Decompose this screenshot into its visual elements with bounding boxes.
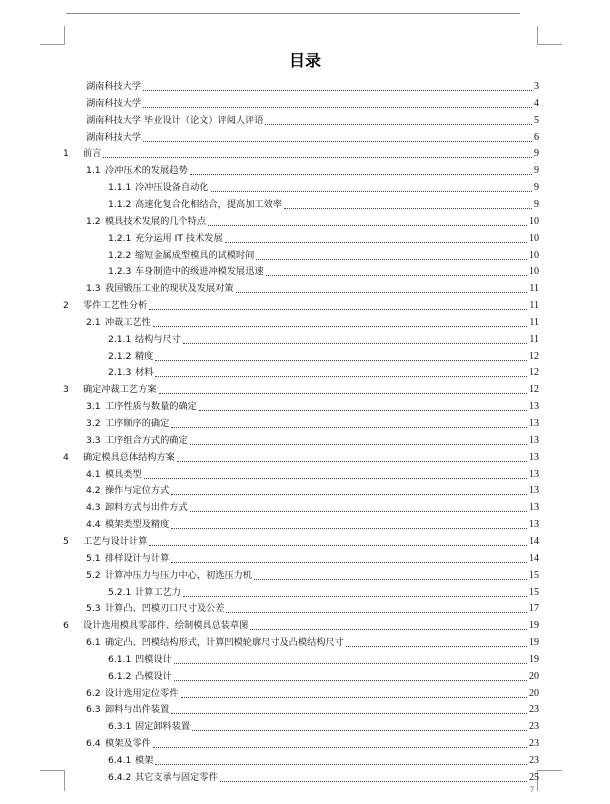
toc-entry-number: 2.1.3 (108, 367, 132, 379)
toc-leader-dots (192, 730, 527, 731)
toc-leader-dots (171, 528, 527, 529)
toc-entry[interactable] (86, 701, 539, 716)
toc-entry-number: 4.3 (86, 502, 101, 514)
toc-entry-page: 20 (529, 670, 539, 682)
toc-leader-dots (149, 545, 527, 546)
toc-entry[interactable] (86, 398, 539, 413)
toc-leader-dots (183, 596, 527, 597)
toc-entry-number: 6.2 (86, 687, 101, 699)
toc-entry[interactable] (108, 230, 539, 245)
toc-entry-number: 1.3 (86, 283, 101, 295)
toc-leader-dots (266, 275, 527, 276)
toc-entry-number: 6 (63, 620, 69, 632)
toc-entry-number: 1.2 (86, 215, 101, 227)
toc-leader-dots (181, 697, 528, 698)
toc-entry[interactable] (63, 449, 539, 464)
toc-entry-number: 5.2 (86, 569, 101, 581)
toc-leader-dots (159, 393, 528, 394)
toc-leader-dots (149, 309, 527, 310)
toc-entry-text: 前言 (83, 148, 102, 160)
toc-entry-number: 4.1 (86, 468, 101, 480)
toc-entry-text: 工艺与设计计算 (83, 535, 148, 547)
toc-leader-dots (174, 663, 527, 664)
toc-entry-text: 模具类型 (105, 468, 142, 480)
toc-leader-dots (236, 292, 528, 293)
toc-entry-page: 23 (529, 704, 539, 716)
toc-entry[interactable] (108, 769, 539, 784)
toc-entry-page: 25 (529, 771, 539, 783)
toc-entry-number: 2.1 (86, 316, 101, 328)
toc-leader-dots (153, 747, 527, 748)
toc-entry-text: 湖南科技大学 (86, 97, 142, 109)
toc-entry-text: 工序组合方式的确定 (105, 434, 188, 446)
toc-entry-page: 15 (529, 569, 539, 581)
toc-title: 目录 (288, 51, 321, 70)
toc-entry-page: 19 (529, 620, 539, 632)
toc-leader-dots (153, 326, 527, 327)
toc-entry[interactable] (86, 516, 539, 531)
toc-entry-page: 9 (534, 198, 539, 210)
crop-mark-top-right (537, 26, 562, 45)
toc-entry-number: 6.4.1 (108, 755, 132, 766)
toc-entry-number: 3.2 (86, 418, 101, 429)
toc-entry-text: 充分运用 IT 技术发展 (135, 232, 223, 244)
toc-entry-page: 6 (534, 131, 539, 143)
toc-entry-text: 湖南科技大学 毕业设计（论文）评阅人评语 (86, 114, 264, 126)
toc-entry[interactable] (63, 617, 539, 632)
toc-entry[interactable] (108, 752, 539, 767)
toc-entry[interactable] (63, 533, 539, 548)
toc-entry-page: 11 (529, 333, 539, 345)
toc-entry[interactable] (86, 314, 539, 329)
toc-entry-text: 湖南科技大学 (86, 131, 142, 143)
toc-entry[interactable] (86, 600, 539, 615)
toc-leader-dots (144, 478, 527, 479)
toc-entry[interactable] (86, 685, 539, 700)
toc-entry-page: 12 (529, 350, 539, 362)
toc-leader-dots (211, 191, 533, 192)
toc-entry[interactable] (86, 162, 539, 177)
toc-entry-text: 结构与尺寸 (135, 333, 181, 345)
toc-entry[interactable] (108, 348, 539, 363)
toc-leader-dots (171, 494, 527, 495)
toc-entry[interactable] (108, 196, 539, 211)
toc-entry-number: 6.1 (86, 637, 101, 649)
toc-entry[interactable] (86, 550, 539, 565)
toc-leader-dots (250, 629, 527, 630)
crop-mark-top-left (40, 26, 65, 45)
toc-entry-text: 排样设计与计算 (105, 552, 170, 564)
toc-entry-page: 13 (529, 502, 539, 514)
toc-entry[interactable] (86, 567, 539, 582)
header-rule (66, 13, 520, 14)
toc-entry-number: 1.1 (86, 165, 101, 177)
toc-entry-number: 3.3 (86, 434, 101, 446)
toc-entry-page: 11 (529, 316, 539, 328)
toc-entry[interactable] (108, 331, 539, 346)
toc-leader-dots (174, 680, 527, 681)
toc-entry-number: 6.4.2 (108, 771, 132, 783)
toc-leader-dots (143, 141, 532, 142)
toc-entry[interactable] (108, 247, 539, 262)
toc-entry-page: 5 (534, 114, 539, 126)
toc-entry[interactable] (86, 634, 539, 649)
toc-entry-text: 零件工艺性分析 (83, 300, 148, 312)
toc-leader-dots (143, 90, 532, 91)
toc-leader-dots (155, 360, 527, 361)
toc-entry-number: 1.2.1 (108, 232, 132, 244)
toc-entry-text: 操作与定位方式 (105, 485, 170, 497)
toc-entry-number: 2.1.1 (108, 333, 132, 345)
toc-entry-text: 我国锻压工业的现状及发展对策 (105, 283, 234, 295)
toc-entry-number: 5 (63, 535, 69, 547)
toc-entry-page: 23 (529, 738, 539, 750)
toc-leader-dots (177, 461, 527, 462)
toc-entry[interactable] (108, 364, 539, 379)
toc-entry[interactable] (108, 668, 539, 683)
toc-entry-page: 9 (534, 148, 539, 160)
toc-entry-text: 其它支承与固定零件 (135, 771, 218, 783)
toc-entry[interactable] (86, 432, 539, 447)
toc-entry[interactable] (86, 415, 539, 430)
toc-entry-number: 1.2.2 (108, 249, 132, 261)
toc-entry-page: 17 (529, 603, 539, 615)
toc-leader-dots (190, 444, 527, 445)
toc-entry-page: 11 (529, 300, 539, 312)
toc-entry[interactable] (86, 482, 539, 497)
toc-entry-page: 9 (534, 165, 539, 177)
toc-entry-number: 1.1.2 (108, 198, 132, 210)
toc-entry[interactable] (86, 112, 539, 127)
toc-entry[interactable] (86, 213, 539, 228)
toc-entry-page: 13 (529, 519, 539, 531)
toc-entry-page: 13 (529, 434, 539, 446)
toc-entry-number: 1 (63, 148, 69, 160)
toc-entry-page: 14 (529, 535, 539, 547)
toc-entry-number: 3.1 (86, 401, 101, 413)
toc-entry-page: 10 (529, 249, 539, 261)
toc-entry-text: 冷冲压术的发展趋势 (105, 165, 188, 177)
toc-entry[interactable] (108, 179, 539, 194)
toc-leader-dots (155, 376, 527, 377)
toc-entry-number: 2.1.2 (108, 350, 132, 362)
toc-entry-number: 6.3.1 (108, 721, 132, 733)
toc-leader-dots (155, 764, 527, 765)
toc-entry[interactable] (63, 381, 539, 396)
toc-entry-number: 4 (63, 451, 69, 463)
toc-leader-dots (171, 562, 527, 563)
toc-leader-dots (171, 713, 527, 714)
toc-entry-text: 工序顺序的确定 (105, 418, 170, 429)
toc-entry-text: 高速化复合化相结合，提高加工效率 (135, 198, 282, 210)
toc-leader-dots (254, 579, 527, 580)
toc-entry-number: 6.1.2 (108, 670, 132, 682)
toc-entry-page: 19 (529, 653, 539, 665)
toc-entry-page: 12 (529, 367, 539, 379)
toc-entry[interactable] (86, 499, 539, 514)
toc-entry-text: 湖南科技大学 (86, 81, 142, 92)
toc-entry-text: 设计选用定位零件 (105, 687, 179, 699)
toc-entry-page: 13 (529, 418, 539, 429)
toc-entry-page: 3 (534, 81, 539, 92)
toc-entry-page: 13 (529, 468, 539, 480)
toc-leader-dots (256, 259, 527, 260)
toc-leader-dots (225, 242, 527, 243)
toc-entry[interactable] (86, 95, 539, 110)
toc-entry-number: 6.1.1 (108, 653, 132, 665)
toc-entry-number: 5.1 (86, 552, 101, 564)
toc-leader-dots (220, 781, 527, 782)
toc-entry-number: 4.2 (86, 485, 101, 497)
toc-leader-dots (284, 208, 532, 209)
toc-entry-text: 计算冲压力与压力中心，初选压力机 (105, 569, 252, 581)
toc-entry-number: 6.4 (86, 738, 101, 750)
toc-entry-text: 固定卸料装置 (135, 721, 191, 733)
page-number: 7 (530, 785, 534, 794)
toc-entry-text: 卸料方式与出件方式 (105, 502, 188, 514)
toc-leader-dots (190, 174, 532, 175)
crop-mark-bottom-left (40, 770, 65, 791)
toc-leader-dots (190, 511, 527, 512)
toc-entry-text: 凸模设计 (135, 670, 172, 682)
toc-entry-page: 19 (529, 637, 539, 649)
toc-entry-number: 4.4 (86, 519, 101, 531)
toc-entry-text: 设计选用模具零部件、绘制模具总装草图 (83, 620, 249, 632)
toc-entry-page: 11 (529, 283, 539, 295)
toc-entry[interactable] (108, 263, 539, 278)
toc-entry-page: 20 (529, 687, 539, 699)
toc-entry-text: 确定凸、凹模结构形式，计算凹模轮廓尺寸及凸模结构尺寸 (105, 637, 344, 649)
toc-entry-text: 工序性质与数量的确定 (105, 401, 197, 413)
toc-entry-text: 计算凸、凹模刃口尺寸及公差 (105, 603, 225, 615)
toc-leader-dots (171, 427, 527, 428)
toc-entry[interactable] (108, 651, 539, 666)
toc-entry-number: 2 (63, 300, 69, 312)
toc-leader-dots (103, 157, 532, 158)
toc-entry-page: 14 (529, 552, 539, 564)
toc-entry-text: 车身制造中的级进冲模发展迅速 (135, 266, 264, 278)
toc-entry[interactable] (86, 280, 539, 295)
toc-entry-text: 确定模具总体结构方案 (83, 451, 175, 463)
toc-entry-page: 23 (529, 755, 539, 766)
toc-entry-text: 计算工艺力 (135, 586, 181, 598)
toc-leader-dots (226, 612, 527, 613)
toc-leader-dots (143, 107, 532, 108)
toc-entry-number: 1.1.1 (108, 182, 132, 194)
toc-entry-text: 缩短金属成型模具的试模时间 (135, 249, 255, 261)
toc-entry-page: 10 (529, 232, 539, 244)
toc-entry-text: 模具技术发展的几个特点 (105, 215, 207, 227)
toc-leader-dots (346, 646, 527, 647)
toc-entry[interactable] (108, 584, 539, 599)
toc-entry-number: 5.2.1 (108, 586, 132, 598)
toc-entry-page: 13 (529, 485, 539, 497)
toc-entry[interactable] (63, 297, 539, 312)
toc-entry-text: 确定冲裁工艺方案 (83, 384, 157, 396)
toc-entry-number: 5.3 (86, 603, 101, 615)
toc-entry-page: 4 (534, 97, 539, 109)
toc-entry[interactable] (108, 718, 539, 733)
toc-entry-text: 材料 (135, 367, 154, 379)
toc-entry-page: 13 (529, 401, 539, 413)
toc-entry-text: 模架及零件 (105, 738, 151, 750)
toc-entry-page: 13 (529, 451, 539, 463)
toc-leader-dots (183, 343, 527, 344)
toc-leader-dots (199, 410, 527, 411)
toc-entry-text: 模架类型及精度 (105, 519, 170, 531)
toc-leader-dots (265, 124, 532, 125)
toc-entry-page: 15 (529, 586, 539, 598)
toc-entry[interactable] (86, 735, 539, 750)
toc-entry[interactable] (86, 78, 539, 93)
crop-mark-bottom-right (537, 770, 562, 791)
toc-entry[interactable] (63, 145, 539, 160)
toc-entry-number: 3 (63, 384, 69, 396)
toc-entry-page: 9 (534, 182, 539, 194)
toc-entry-text: 模架 (135, 755, 154, 766)
toc-entry[interactable] (86, 129, 539, 144)
toc-entry[interactable] (86, 466, 539, 481)
toc-entry-page: 23 (529, 721, 539, 733)
toc-entry-number: 6.3 (86, 704, 101, 716)
toc-entry-text: 凹模设计 (135, 653, 172, 665)
toc-entry-page: 10 (529, 215, 539, 227)
toc-entry-page: 10 (529, 266, 539, 278)
toc-entry-page: 12 (529, 384, 539, 396)
toc-leader-dots (208, 225, 527, 226)
toc-entry-text: 精度 (135, 350, 154, 362)
toc-entry-text: 冷冲压设备自动化 (135, 182, 209, 194)
toc-entry-text: 冲裁工艺性 (105, 316, 151, 328)
toc-entry-text: 卸料与出件装置 (105, 704, 170, 716)
toc-entry-number: 1.2.3 (108, 266, 132, 278)
